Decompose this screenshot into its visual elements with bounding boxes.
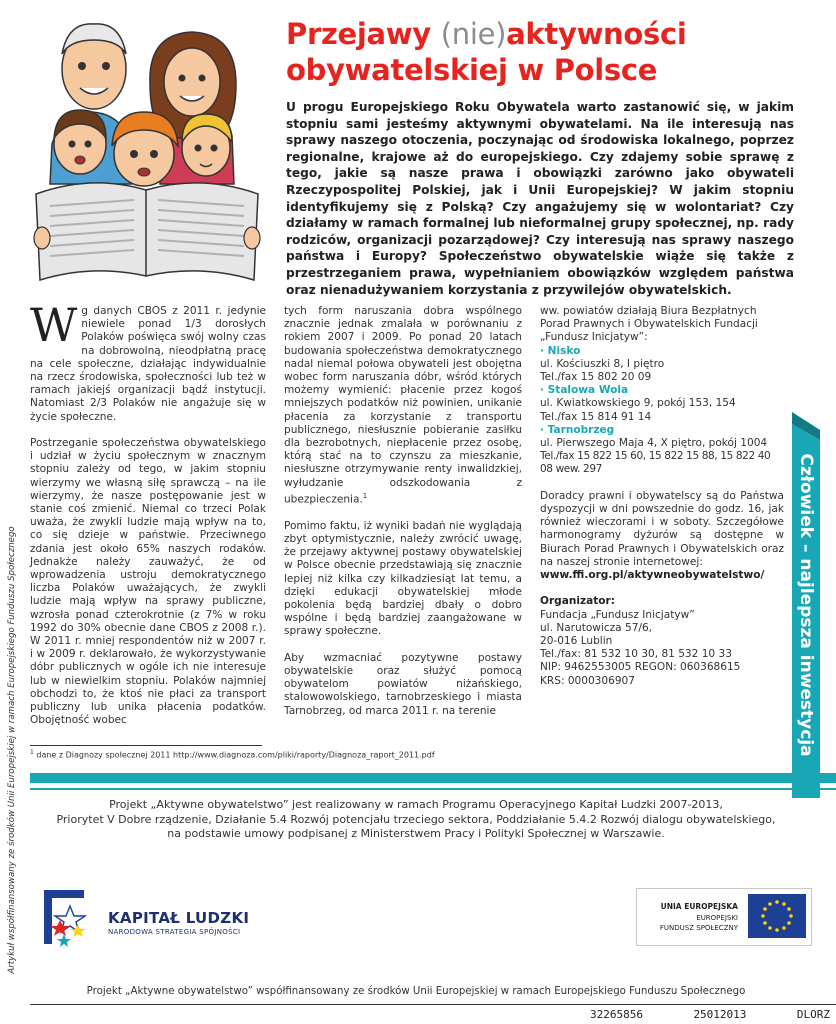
organizer-street: ul. Narutowicza 57/6, [540, 621, 653, 634]
newspaper [34, 183, 260, 280]
organizer-krs: KRS: 0000306907 [540, 674, 635, 687]
kapital-ludzki-name: KAPITAŁ LUDZKI [108, 909, 250, 927]
office-address: ul. Kwiatkowskiego 9, pokój 153, 154 [540, 397, 736, 410]
col3-intro: ww. powiatów działają Biura Bezpłatnych Porad Prawnych i Obywatelskich Fundacji „Fundusz Inicjatyw”: [540, 305, 758, 344]
footnote-divider [30, 745, 262, 746]
eu-logo-line-1: UNIA EUROPEJSKA [660, 902, 738, 911]
organizer-phone: Tel./fax: 81 532 10 30, 81 532 10 33 [540, 648, 732, 661]
col1-paragraph-2: Postrzeganie społeczeństwa obywatelskiego i udział w życiu społecznym w znacznym stopniu zależy od tego, w jakim stopniu wierzymy we własną siłę sprawczą – na ile wierzymy, że nasze postępowanie jest w stanie coś zmienić. Niemal co trzeci Polak uważa, że zwykli ludzie mają wpływ na to, co się dzieje w państwie. Przeciwnego zdania jest około 65% naszych rodaków. Jednakże należy zauważyć, że od wprowadzenia ustroju demokratycznego liczba Polaków uważających, że zwykli ludzie mają wpływ na sprawy publiczne, wzrosła ponad czterokrotnie (z 7% w roku 1992 do 30% obecnie dane CBOS z 2008 r.). W 2011 r. mniej respondentów niż w 2007 r. i w 2009 r. deklarowało, że wykorzystywanie dóbr publicznych w ogóle ich nie interesuje lub w niewielkim stopniu. Polaków najmniej obchodzi to, że ktoś nie płaci za transport publiczny lub unika płacenia podatków. Obojętność wobec [30, 437, 266, 727]
project-line-2: Priorytet V Dobre rządzenie, Działanie 5.4 Rozwój potencjału trzeciego sektora, Poddziałanie 5.4.2 Rozwój dialogu obywatelskiego, [56, 812, 776, 826]
office-address: ul. Pierwszego Maja 4, X piętro, pokój 1004 [540, 437, 768, 450]
office-tarnobrzeg [540, 424, 784, 477]
website-link[interactable]: www.ffi.org.pl/aktywneobywatelstwo/ [540, 569, 765, 582]
organizer-name: Fundacja „Fundusz Inicjatyw” [540, 608, 695, 621]
office-phone: Tel./fax 15 802 20 09 [540, 371, 652, 384]
office-nisko [540, 345, 784, 385]
office-phone: Tel./fax 15 814 91 14 [540, 410, 652, 423]
teal-divider-line [30, 788, 836, 790]
vertical-funding-text: Artykuł współfinansowany ze środków Unii Europejskiej w ramach Europejskiego Funduszu Społecznego [7, 526, 17, 974]
col2-paragraph-3: Aby wzmacniać pozytywne postawy obywatelskie oraz służyć pomocą obywatelom powiatów niżańskiego, stalowowolskiego, tarnobrzeskiego i miasta Tarnobrzeg, od marca 2011 r. na terenie [284, 651, 522, 717]
kapital-ludzki-subtitle: NARODOWA STRATEGIA SPÓJNOŚCI [108, 928, 241, 936]
kapital-ludzki-logo-icon [40, 884, 100, 950]
project-info [30, 798, 802, 842]
side-banner-label: Człowiek – najlepsza inwestycja [796, 453, 816, 757]
code-3: DLORZ [796, 1008, 830, 1021]
footnote-text: dane z Diagnozy społecznej 2011 http://www.diagnoza.com/pliki/raporty/Diagnoza_raport_2011.pdf [36, 750, 435, 760]
office-address: ul. Kościuszki 8, I piętro [540, 357, 665, 370]
office-phone: Tel./fax 15 822 15 60, 15 822 15 88, 15 822 40 08 wew. 297 [540, 450, 771, 476]
article-column-1 [30, 298, 266, 741]
col1-paragraph-1-text: g danych CBOS z 2011 r. jedynie niewiele ponad 1/3 dorosłych Polaków poświęca swój wolny czas na dobrowolną, nieodpłatną pracę na cele społeczne, działając indywidualnie na rzecz środowiska, społeczności lub też w ramach jakiejś organizacji bądź instytucji. Natomiast 2/3 Polaków nie angażuje się w życie społeczne. [30, 305, 266, 423]
organizer-label: Organizator: [540, 595, 615, 608]
col2-paragraph-1 [284, 305, 522, 507]
article-column-3 [540, 305, 784, 688]
title-line-2: obywatelskiej w Polsce [286, 53, 658, 87]
organizer-city: 20-016 Lublin [540, 635, 613, 648]
footnote [30, 749, 730, 760]
project-line-3: na podstawie umowy podpisanej z Ministerstwem Pracy i Polityki Społecznej w Warszawie. [167, 827, 665, 841]
footnote-number: 1 [30, 749, 34, 756]
office-city: · Stalowa Wola [540, 384, 629, 397]
article-column-2 [284, 305, 522, 731]
eu-logo-line-3: FUNDUSZ SPOŁECZNY [659, 924, 738, 932]
article-title [286, 16, 726, 88]
side-banner-text [788, 412, 824, 798]
col2-paragraph-1-text: tych form naruszania dobra wspólnego znacznie jednak zmalała w porównaniu z rokiem 2007 i 2009. Po ponad 20 latach budowania społeczeństwa demokratycznego nadal niemal połowa obywateli jest obojętna wobec form naruszania dóbr, wśród których możemy wymienić: płacenie przez kogoś mniejszych podatków niż powinien, unikanie płacenia za korzystanie z transportu publicznego, niesłusznie pobieranie zasiłku dla bezrobotnych, niepłacenie przez osobę, którą stać na to czynszu za mieszkanie, niesłuszne otrzymywanie renty inwalidzkiej, wyłudzanie odszkodowania z ubezpieczenia. [284, 305, 522, 506]
bottom-divider [30, 1004, 836, 1005]
office-city: · Tarnobrzeg [540, 423, 615, 436]
code-2: 25012013 [693, 1008, 747, 1021]
eu-logo-line-2: EUROPEJSKI [696, 914, 738, 922]
advisors-paragraph [540, 490, 784, 582]
girl-figure [182, 114, 232, 176]
office-city: · Nisko [540, 344, 581, 357]
office-stalowa-wola [540, 384, 784, 424]
col2-paragraph-2: Pomimo faktu, iż wyniki badań nie wyglądają zbyt optymistycznie, należy zwrócić uwagę, że przejawy aktywnej postawy obywatelskiej w Polsce obecnie przedstawiają się znacznie lepiej niż kilka czy kilkadziesiąt lat temu, a dzięki edukacji obywatelskiej młode pokolenia będą bardziej dbały o dobro wspólne i będą bardziej zaangażowane w sprawy społeczne. [284, 519, 522, 638]
boy-left-figure [54, 110, 106, 174]
teal-divider-bar [30, 773, 836, 783]
code-1: 32265856 [590, 1008, 643, 1021]
eu-flag-icon [748, 894, 806, 938]
family-newspaper-illustration [22, 14, 272, 286]
project-line-1: Projekt „Aktywne obywatelstwo” jest realizowany w ramach Programu Operacyjnego Kapitał Ludzki 2007-2013, [109, 798, 723, 811]
title-part-1: Przejawy [286, 17, 441, 51]
footnote-ref: 1 [362, 491, 368, 500]
title-part-3: aktywności [506, 17, 687, 51]
title-part-2: (nie) [440, 17, 507, 51]
col1-paragraph-1 [30, 298, 266, 424]
vertical-funding-note [4, 490, 20, 1010]
publication-codes [590, 1008, 830, 1021]
advisors-text: Doradcy prawni i obywatelscy są do Państwa dyspozycji w dni powszednie do godz. 16, jak również wieczorami i w soboty. Szczegółowe harmonogramy dyżurów są dostępne w Biurach Porad Prawnych i Obywatelskich oraz na naszej stronie internetowej: [540, 489, 784, 568]
bottom-funding-line: Projekt „Aktywne obywatelstwo” współfinansowany ze środków Unii Europejskiej w ramach Europejskiego Funduszu Społecznego [86, 986, 746, 997]
organizer-nip-regon: NIP: 9462553005 REGON: 060368615 [540, 661, 741, 674]
organizer-block [540, 595, 784, 687]
drop-cap: W [30, 298, 78, 352]
lead-paragraph: U progu Europejskiego Roku Obywatela warto zastanowić się, w jakim stopniu sami jesteśmy aktywnymi obywatelami. Na ile interesują nas sprawy naszego otoczenia, poczynając od środowiska lokalnego, poprzez regionalne, krajowe aż do europejskiego. Czy zdajemy sobie sprawę z tego, jakie są nasze prawa i obowiązki zarówno jako obywateli Rzeczypospolitej Polskiej, jak i Unii Europejskiej? W jakim stopniu identyfikujemy się z Polską? Czy angażujemy się w wolontariat? Czy działamy w ramach formalnej lub nieformalnej grupy społecznej, np. rady rodziców, organizacji pozarządowej? Czy interesują nas sprawy naszego państwa i Europy? Społeczeństwo obywatelskie wiąże się także z przestrzeganiem prawa, wypełnianiem obowiązków względem państwa oraz nienadużywaniem korzystania z przywilejów obywatelskich. [286, 100, 794, 297]
